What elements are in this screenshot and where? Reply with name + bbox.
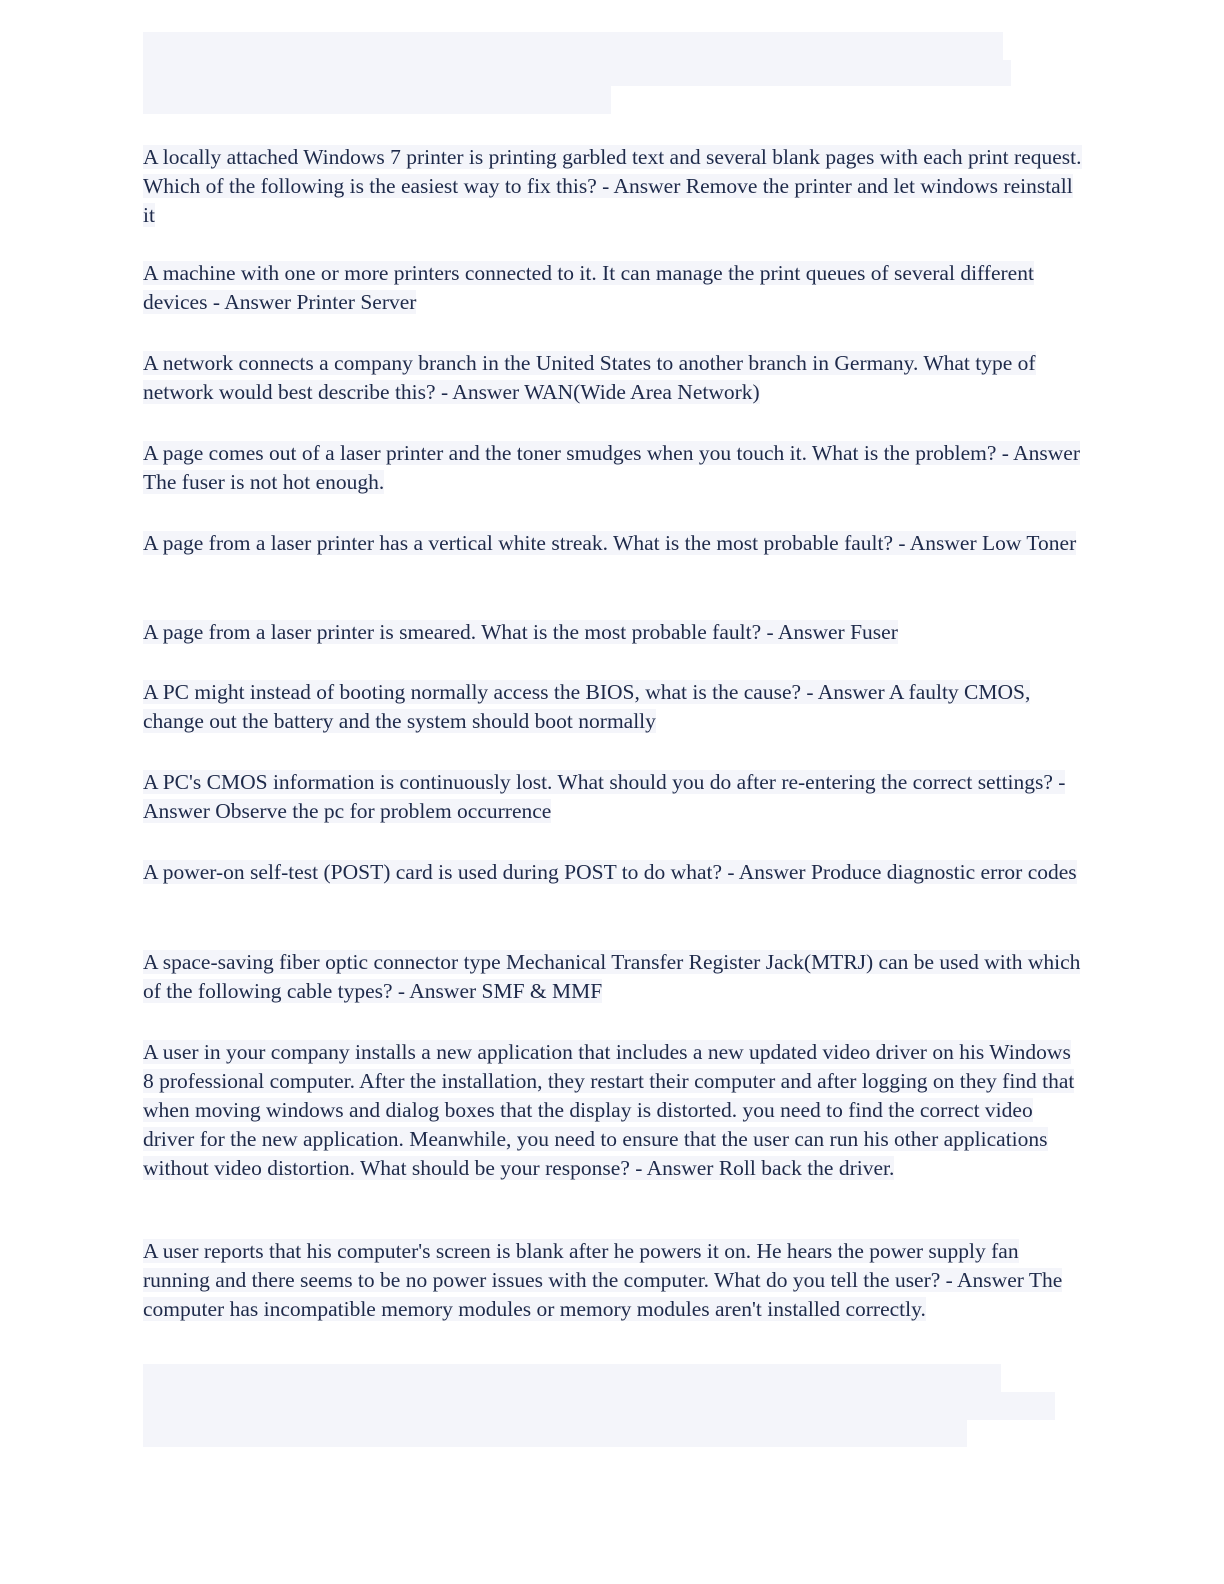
qa-item <box>143 678 1083 736</box>
qa-text: A user in your company installs a new application that includes a new updated video driver on his Windows 8 professional computer. After the installation, they restart their computer and after logging on they find that when moving windows and dialog boxes that the display is distorted. you need to find the correct video driver for the new application. Meanwhile, you need to ensure that the user can run his other applications without video distortion. What should be your response? - Answer Roll back the driver. <box>143 1040 1075 1180</box>
qa-item <box>143 768 1083 826</box>
qa-text: A space-saving fiber optic connector type Mechanical Transfer Register Jack(MTRJ) can be used with which of the following cable types? - Answer SMF & MMF <box>143 950 1081 1003</box>
qa-text: A page comes out of a laser printer and the toner smudges when you touch it. What is the problem? - Answer The fuser is not hot enough. <box>143 441 1081 494</box>
qa-item <box>143 858 1083 887</box>
qa-text: A user reports that his computer's screen is blank after he powers it on. He hears the power supply fan running and there seems to be no power issues with the computer. What do you tell the user? - Answer The computer has incompatible memory modules or memory modules aren't installed correctly. <box>143 1239 1063 1321</box>
qa-item <box>143 1038 1083 1183</box>
qa-item <box>143 259 1083 317</box>
qa-text: A page from a laser printer is smeared. What is the most probable fault? - Answer Fuser <box>143 620 898 644</box>
qa-item <box>143 948 1083 1006</box>
qa-text: A page from a laser printer has a vertical white streak. What is the most probable fault? - Answer Low Toner <box>143 531 1077 555</box>
qa-text: A network connects a company branch in the United States to another branch in Germany. What type of network would best describe this? - Answer WAN(Wide Area Network) <box>143 351 1036 404</box>
qa-item <box>143 143 1083 230</box>
qa-text: A PC might instead of booting normally access the BIOS, what is the cause? - Answer A faulty CMOS, change out the battery and the system should boot normally <box>143 680 1031 733</box>
qa-item <box>143 618 1083 647</box>
qa-text: A machine with one or more printers connected to it. It can manage the print queues of several different devices - Answer Printer Server <box>143 261 1034 314</box>
qa-text: A locally attached Windows 7 printer is printing garbled text and several blank pages with each print request. Which of the following is the easiest way to fix this? - Answer Remove the printer and let windows reinstall it <box>143 145 1082 227</box>
qa-item <box>143 529 1083 558</box>
qa-item <box>143 439 1083 497</box>
qa-item <box>143 1237 1083 1324</box>
qa-text: A power-on self-test (POST) card is used during POST to do what? - Answer Produce diagnostic error codes <box>143 860 1077 884</box>
qa-text: A PC's CMOS information is continuously lost. What should you do after re-entering the correct settings? - Answer Observe the pc for problem occurrence <box>143 770 1066 823</box>
qa-item <box>143 349 1083 407</box>
